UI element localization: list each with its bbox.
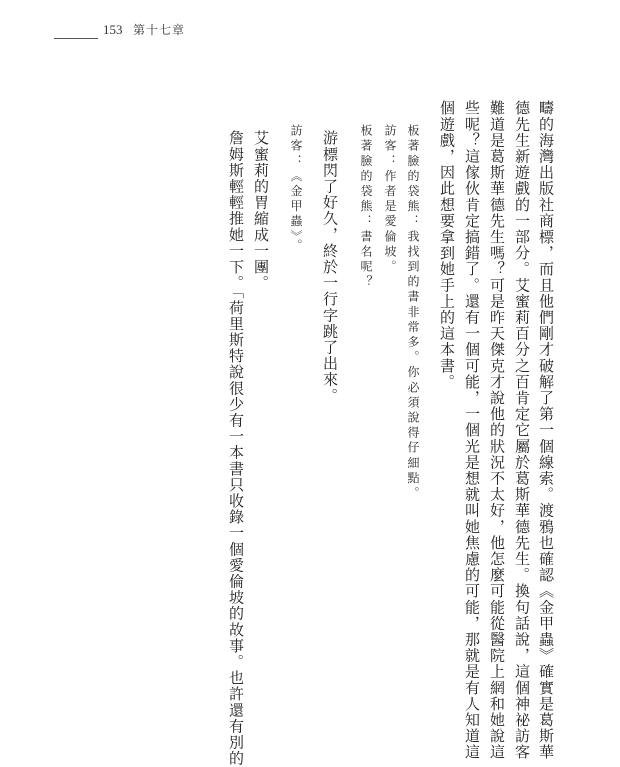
- page-number: 153: [103, 22, 123, 37]
- header-rule: [54, 38, 98, 39]
- text-column: 詹姆斯輕輕推她一下。「荷里斯特說很少有一本書只收錄一個愛倫坡的故事。也許還有別的: [227, 130, 245, 767]
- text-column: 艾蜜莉的胃縮成一團。: [252, 130, 270, 291]
- chat-line: 板著臉的袋熊：我找到的書非常多。你必須說得仔細點。: [406, 124, 420, 502]
- text-column: 疇的海灣出版社商標，而且他們剛才破解了第一個線索。渡鴉也確認《金甲蟲》確實是葛斯華: [537, 100, 555, 761]
- chat-line: 訪客：作者是愛倫坡。: [383, 124, 397, 275]
- chat-line: 板著臉的袋熊：書名呢？: [359, 124, 373, 291]
- text-column: 難道是葛斯華德先生嗎？可是昨天傑克才說他的狀況不太好，他怎麼可能從醫院上網和她說這: [488, 100, 506, 761]
- text-column: 游標閃了好久，終於一行字跳了出來。: [321, 130, 339, 404]
- chapter-title: 第十七章: [133, 23, 186, 37]
- text-column: 個遊戲，因此想要拿到她手上的這本書。: [438, 100, 456, 390]
- chat-line: 訪客：《金甲蟲》。: [289, 124, 303, 254]
- text-column: 些呢？這傢伙肯定搞錯了。還有一個可能，一個光是想就叫她焦慮的可能，那就是有人知道這: [463, 100, 481, 761]
- text-column: 德先生新遊戲的一部分。艾蜜莉百分之百肯定它屬於葛斯華德先生。換句話說，這個神祕訪客: [513, 100, 531, 761]
